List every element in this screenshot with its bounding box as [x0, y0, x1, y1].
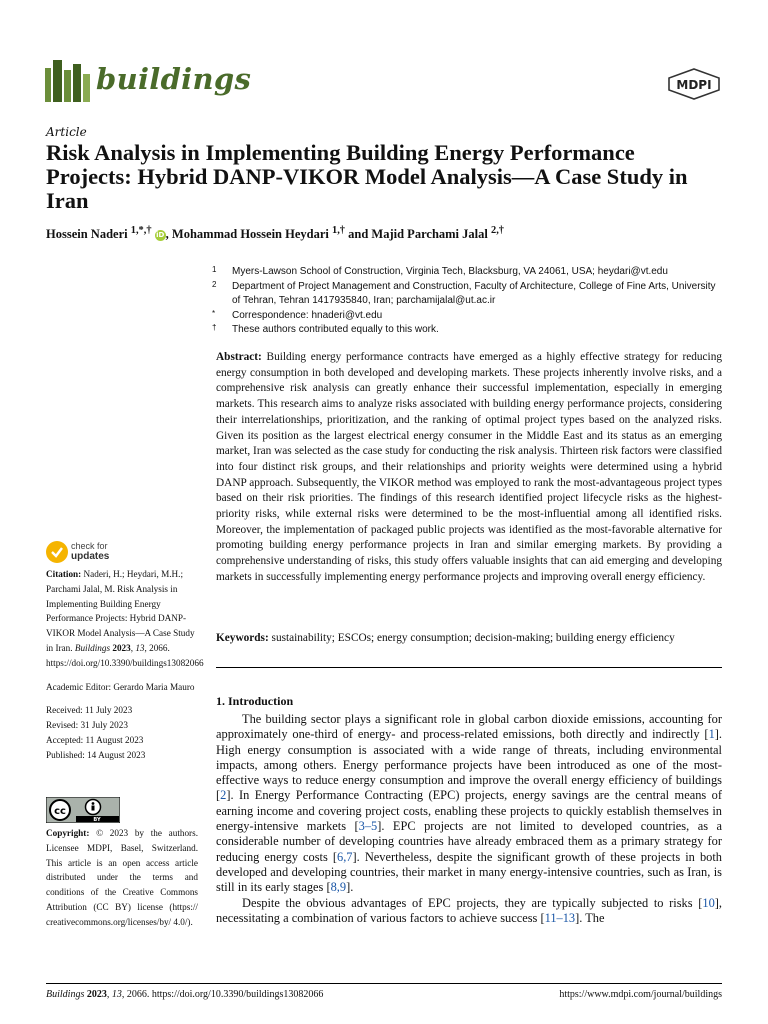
author-name[interactable]: Majid Parchami Jalal: [371, 227, 488, 242]
footer-citation: Buildings 2023, 13, 2066. https://doi.org/10.3390/buildings13082066: [46, 989, 324, 1000]
check-icon: [46, 541, 68, 563]
sidebar: [46, 567, 204, 763]
date-received: Received: 11 July 2023: [46, 705, 133, 716]
author-separator: and: [345, 227, 372, 242]
author-affiliation-marks: 2,†: [490, 225, 504, 236]
orcid-icon[interactable]: iD: [156, 230, 165, 239]
footer-journal-url[interactable]: https://www.mdpi.com/journal/buildings: [559, 989, 722, 1000]
footer-volume: 13: [111, 989, 122, 1000]
copyright-notice: [46, 826, 198, 930]
cc-by-license-icon[interactable]: [46, 797, 120, 823]
affiliation-text: Correspondence: hnaderi@vt.edu: [232, 309, 383, 321]
article-type: Article: [46, 125, 87, 139]
affiliation-mark: †: [212, 323, 217, 332]
academic-editor: Academic Editor: Gerardo Maria Mauro: [46, 681, 195, 692]
author-affiliation-marks: 1,*,†: [130, 225, 152, 236]
citation-label: Citation:: [46, 569, 82, 579]
keywords-label: Keywords:: [216, 632, 269, 644]
author-list: [46, 225, 726, 242]
citation-link[interactable]: 11–13: [544, 910, 576, 925]
abstract-text: Building energy performance contracts have emerged as a highly effective strategy for reducing energy consumption in both developed and developing markets. These projects inherently involve risks, and a comprehensive risk analysis can greatly enhance their successful implementation, especially in emerging markets. This research aims to analyze risks associated with building energy performance projects, considering their interrelationships, prioritization, and the ranking of optimal project types based on the analyzed risks. Given its position as the largest electrical energy consumer in the Middle East and its status as an emerging market, Iran was selected as the case study for conducting the risk analysis. Thirteen risk factors were classified into four distinct risk groups, and their relationships and priority weights were determined using a hybrid DANP approach. Subsequently, the VIKOR method was employed to rank the most-advantageous project types based on their risk priorities. The findings of this research identified project lifecycle risks as the highest-priority risks, while external risks were determined to be the most-influential among all identified risks. Moreover, the implementation of packaged public projects was identified as the most-favorable alternative for promoting building energy performance projects in Iran and similar emerging markets. By providing a comprehensive understanding of risks, this study offers valuable insights that can aid emerging and developing markets in successfully implementing energy performance projects and improving overall energy efficiency.: [216, 351, 722, 583]
affiliation-mark: 1: [212, 265, 217, 274]
check-for-updates-button[interactable]: [46, 540, 166, 568]
citation-link[interactable]: 3–5: [358, 819, 378, 834]
affiliation-mark: 2: [212, 279, 217, 289]
affiliations: [212, 265, 722, 338]
check-updates-line2: updates: [71, 551, 110, 562]
citation-link[interactable]: 6,7: [337, 849, 353, 864]
citation: Citation: Naderi, H.; Heydari, M.H.; Parchami Jalal, M. Risk Analysis in Implementing Building Energy Performance Projects: Hybrid DANP-VIKOR Model Analysis—A Case Study in Iran. Buildings 2023, 13, 2066. https://doi.org/10.3390/buildings13082066: [46, 569, 204, 668]
citation-link[interactable]: 1: [708, 727, 715, 742]
paragraph: The building sector plays a significant role in global carbon dioxide emissions, accounting for approximately one-third of energy- and process-related emissions, both directly and indirectly [1]. High energy consumption is associated with a wide range of threats, including environmental impacts, among others. Energy performance projects have been introduced as one of the most-effective ways to reduce energy consumption and improve the overall energy efficiency of buildings [2]. In Energy Performance Contracting (EPC) projects, energy savings are the central means of earning income and covering project costs, enabling these projects to quickly establish themselves in energy-intensive markets [3–5]. EPC projects are not limited to developed countries, as a considerable number of developing countries have already embraced them as a primary strategy for reducing energy costs [6,7]. Nevertheless, despite the significant growth of these projects in both developed and developing countries, their market in many energy-intensive countries, such as Iran, is still in its early stages [8,9].: [216, 712, 722, 895]
affiliation-item: [212, 280, 722, 309]
introduction-body: [216, 712, 722, 926]
mdpi-logo-text: MDPI: [676, 78, 712, 92]
copyright-text: © 2023 by the authors. Licensee MDPI, Basel, Switzerland. This article is an open access article distributed under the terms and conditions of the Creative Commons Attribution (CC BY) license (https:// creativecommons.org/licenses/by/ 4.0/).: [46, 828, 198, 927]
paper-title: Risk Analysis in Implementing Building Energy Performance Projects: Hybrid DANP-VIKOR Model Analysis—A Case Study in Iran: [46, 140, 688, 213]
author-name[interactable]: Hossein Naderi: [46, 227, 128, 242]
affiliation-text: These authors contributed equally to this work.: [232, 324, 439, 335]
citation-volume: 13: [135, 642, 145, 653]
divider: [216, 667, 722, 668]
abstract: [216, 350, 722, 586]
keywords: [216, 632, 726, 644]
citation-doi-link[interactable]: 2066. https://doi.org/10.3390/buildings13082066: [46, 642, 204, 668]
citation-text: Naderi, H.; Heydari, M.H.; Parchami Jalal, M. Risk Analysis in Implementing Building Energy Performance Projects: Hybrid DANP-VIKOR Model Analysis—A Case Study in Iran.: [46, 569, 195, 653]
abstract-label: Abstract:: [216, 351, 262, 363]
cc-by-text: BY: [93, 817, 101, 823]
footer-year: 2023: [86, 989, 107, 1000]
footer-doi-link[interactable]: , 2066. https://doi.org/10.3390/buildings13082066: [121, 989, 324, 1000]
affiliation-item: [212, 323, 722, 338]
section-heading: 1. Introduction: [216, 694, 294, 708]
copyright-label: Copyright:: [46, 828, 90, 838]
author-affiliation-marks: 1,†: [332, 225, 346, 236]
citation-journal: Buildings: [74, 642, 111, 653]
affiliation-text: Myers-Lawson School of Construction, Virginia Tech, Blacksburg, VA 24061, USA; heydari@vt.edu: [232, 266, 668, 277]
cc-badge-text: cc: [54, 806, 66, 817]
footer-divider: [46, 983, 722, 984]
citation-link[interactable]: 10: [702, 895, 715, 910]
keywords-text: sustainability; ESCOs; energy consumption; decision-making; building energy efficiency: [271, 632, 675, 644]
citation-link[interactable]: 2: [220, 788, 227, 803]
citation-link[interactable]: 8,9: [330, 880, 347, 895]
check-for-updates-label: [71, 541, 109, 562]
date-published: Published: 14 August 2023: [46, 749, 146, 760]
check-updates-line1: check for: [71, 541, 108, 551]
citation-year: 2023: [112, 642, 131, 653]
author-name[interactable]: Mohammad Hossein Heydari: [171, 227, 329, 242]
paragraph: Despite the obvious advantages of EPC projects, they are typically subjected to risks [10], necessitating a combination of various factors to achieve success [11–13]. The: [216, 895, 722, 925]
date-accepted: Accepted: 11 August 2023: [46, 734, 144, 745]
footer-journal: Buildings: [46, 989, 85, 1000]
affiliation-item: [212, 265, 722, 280]
journal-logo-icon: [45, 60, 91, 102]
mdpi-logo-icon: [667, 68, 721, 100]
affiliation-text: Department of Project Management and Construction, Faculty of Architecture, College of Fine Arts, University of Tehran, Tehran 1417935840, Iran; parchamijalal@ut.ac.ir: [232, 280, 716, 306]
affiliation-item: [212, 309, 722, 324]
author-separator: ,: [165, 227, 172, 242]
date-revised: Revised: 31 July 2023: [46, 720, 128, 731]
journal-name: buildings: [96, 62, 252, 96]
affiliation-mark: *: [212, 308, 216, 318]
